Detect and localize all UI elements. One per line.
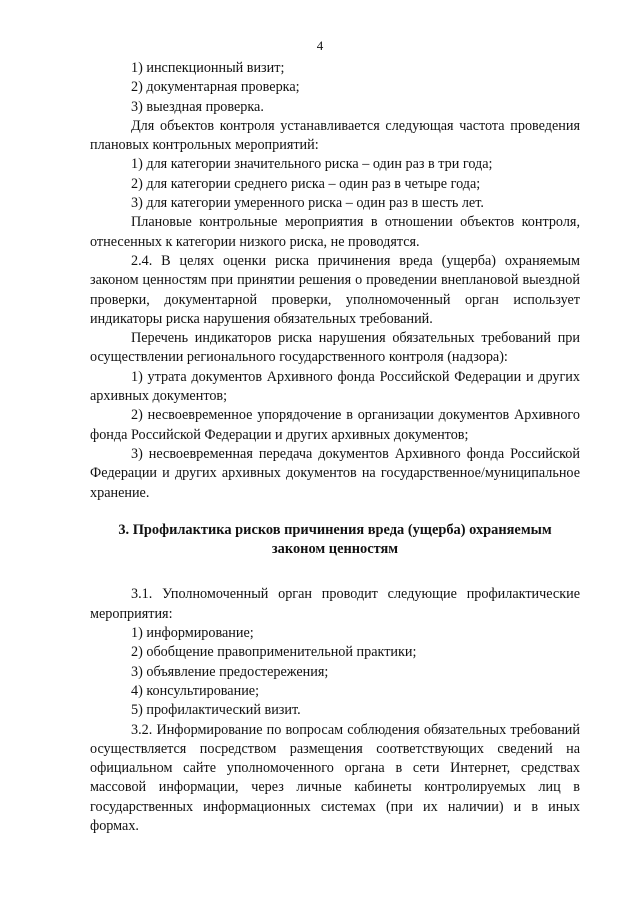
paragraph: 3.1. Уполномоченный орган проводит следующие профилактические мероприятия: [90,586,580,622]
list-item: 1) утрата документов Архивного фонда Российской Федерации и других архивных документов; [90,368,580,405]
list-item: 3) несвоевременная передача документов Архивного фонда Российской Федерации и других архивных документов на государственное/муниципальное хранение. [90,445,580,501]
paragraph: Плановые контрольные мероприятия в отношении объектов контроля, отнесенных к категории низкого риска, не проводятся. [90,214,580,250]
list-item: 1) информирование; [131,625,254,642]
list-item: 3) выездная проверка. [131,98,264,115]
list-item: 2) обобщение правоприменительной практики; [131,644,417,661]
page-number: 4 [316,38,324,53]
list-item: 1) для категории значительного риска – один раз в три года; [131,156,493,173]
section-heading: 3. Профилактика рисков причинения вреда (ущерба) охраняемым законом ценностям [118,521,552,558]
paragraph: 3.2. Информирование по вопросам соблюдения обязательных требований осуществляется посредством размещения соответствующих сведений на официальном сайте уполномоченного органа в сети Интернет, средствах массовой информации, через личные кабинеты контролируемых лиц в государственных информационных системах (при их наличии) и в иных формах. [90,721,580,834]
list-item: 2) несвоевременное упорядочение в организации документов Архивного фонда Российской Федерации и других архивных документов; [90,407,580,443]
paragraph: Перечень индикаторов риска нарушения обязательных требований при осуществлении регионального государственного контроля (надзора): [90,330,580,366]
list-item: 1) инспекционный визит; [131,60,285,76]
list-item: 2) для категории среднего риска – один раз в четыре года; [131,175,481,192]
list-item: 3) для категории умеренного риска – один раз в шесть лет. [131,195,484,212]
list-item: 5) профилактический визит. [131,702,301,719]
list-item: 4) консультирование; [131,682,260,699]
list-item: 3) объявление предостережения; [131,663,329,680]
list-item: 2) документарная проверка; [131,79,300,96]
paragraph: Для объектов контроля устанавливается следующая частота проведения плановых контрольных мероприятий: [90,117,580,154]
document-body [90,59,580,836]
paragraph: 2.4. В целях оценки риска причинения вреда (ущерба) охраняемым законом ценностям при принятии решения о проведении внеплановой выездной проверки, документарной проверки, уполномоченный орган использует индикаторы риска нарушения обязательных требований. [90,252,580,327]
